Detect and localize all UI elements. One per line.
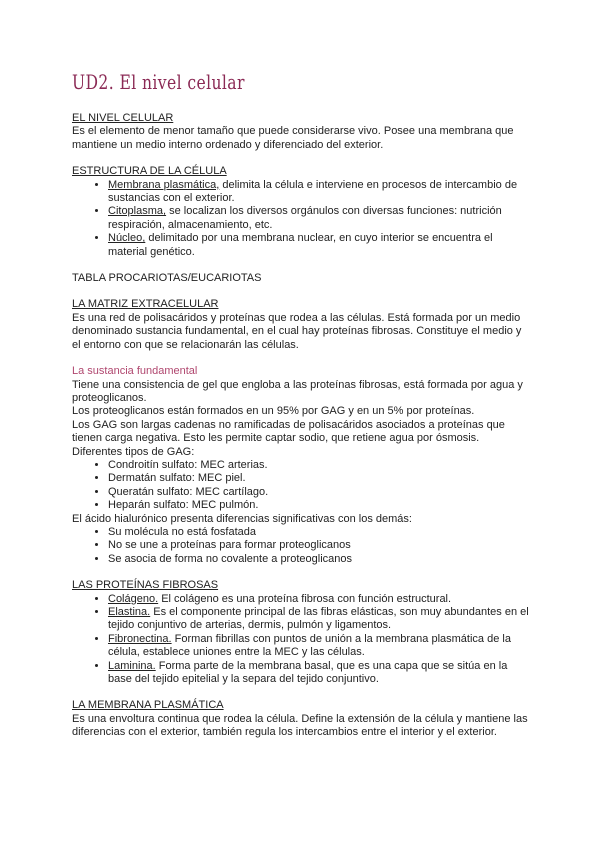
item-text: Forma parte de la membrana basal, que es una capa que se sitúa en la base del tejido epitelial y la separa del tejido conjuntivo.	[108, 659, 508, 686]
table-note: TABLA PROCARIOTAS/EUCARIOTAS	[72, 272, 262, 285]
list-item: • Se asocia de forma no covalente a proteoglicanos	[108, 553, 532, 566]
page-title: UD2. El nivel celular	[72, 70, 245, 94]
list-item	[108, 232, 532, 259]
list-item	[108, 633, 532, 660]
list-hialuronico-diffs	[72, 526, 532, 566]
item-text: El colágeno es una proteína fibrosa con función estructural.	[158, 592, 452, 605]
list-item: • Heparán sulfato: MEC pulmón.	[108, 499, 532, 512]
term-nucleo: Núcleo,	[108, 232, 146, 245]
list-estructura	[72, 179, 532, 259]
heading-nivel-celular: EL NIVEL CELULAR	[72, 112, 174, 124]
list-item: • Condroitín sulfato: MEC arterias.	[108, 459, 532, 472]
heading-estructura-celula: ESTRUCTURA DE LA CÉLULA	[72, 165, 227, 178]
list-item: • Queratán sulfato: MEC cartílago.	[108, 486, 532, 499]
list-item	[108, 660, 532, 687]
term-citoplasma: Citoplasma,	[108, 205, 167, 218]
item-text: delimita la célula e interviene en procesos de intercambio de sustancias con el exterior.	[108, 178, 518, 205]
item-text: Es el componente principal de las fibras elásticas, son muy abundantes en el tejido conjuntivo de arterias, dermis, pulmón y ligamentos.	[108, 606, 529, 632]
list-item: • No se une a proteínas para formar proteoglicanos	[108, 539, 532, 552]
item-text: Forman fibrillas con puntos de unión a la membrana plasmática de la célula, establece uniones entre la MEC y las células.	[108, 632, 511, 659]
paragraph-gel: Tiene una consistencia de gel que engloba a las proteínas fibrosas, está formada por agua y proteoglicanos.	[72, 378, 523, 404]
list-item	[108, 179, 532, 206]
paragraph-gag: Los GAG son largas cadenas no ramificadas de polisacáridos asociados a proteínas que tienen carga negativa. Esto les permite captar sodio, que retiene agua por ósmosis. Diferentes tipos de GAG:	[72, 418, 505, 458]
list-item	[108, 606, 532, 633]
list-proteinas	[72, 593, 532, 687]
heading-membrana-plasmatica: LA MEMBRANA PLASMÁTICA	[72, 699, 224, 712]
list-item: • Su molécula no está fosfatada	[108, 526, 532, 539]
subheading-sustancia-fundamental: La sustancia fundamental	[72, 365, 198, 378]
term-elastina: Elastina.	[108, 606, 151, 618]
term-laminina: Laminina.	[108, 659, 156, 672]
paragraph-matriz: Es una red de polisacáridos y proteínas que rodea a las células. Está formada por un medio denominado sustancia fundamental, en el cual hay proteínas fibrosas. Constituye el medio y el entorno con que se relacionarán las células.	[72, 311, 522, 351]
list-item	[108, 205, 532, 232]
list-item: • Dermatán sulfato: MEC piel.	[108, 472, 532, 485]
paragraph-membrana: Es una envoltura continua que rodea la célula. Define la extensión de la célula y mantiene las diferencias con el exterior, también regula los intercambios entre el interior y el exterior.	[72, 712, 528, 739]
list-item	[108, 593, 532, 606]
paragraph-hialuronico: El ácido hialurónico presenta diferencias significativas con los demás:	[72, 512, 412, 525]
heading-proteinas-fibrosas: LAS PROTEÍNAS FIBROSAS	[72, 579, 219, 592]
item-text: se localizan los diversos orgánulos con diversas funciones: nutrición respiración, almacenamiento, etc.	[108, 205, 502, 231]
term-membrana: Membrana plasmática,	[108, 178, 220, 191]
item-text: delimitado por una membrana nuclear, en cuyo interior se encuentra el material genético.	[108, 232, 493, 258]
term-colageno: Colágeno.	[108, 592, 159, 605]
paragraph-nivel-celular: Es el elemento de menor tamaño que puede considerarse vivo. Posee una membrana que mantiene un medio interno ordenado y diferenciado del exterior.	[72, 125, 514, 151]
list-gag-types	[72, 459, 532, 513]
paragraph-proteoglicanos: Los proteoglicanos están formados en un 95% por GAG y en un 5% por proteínas.	[72, 405, 475, 418]
document-body	[72, 112, 532, 740]
term-fibronectina: Fibronectina.	[108, 632, 172, 645]
heading-matriz-extracelular: LA MATRIZ EXTRACELULAR	[72, 298, 219, 311]
